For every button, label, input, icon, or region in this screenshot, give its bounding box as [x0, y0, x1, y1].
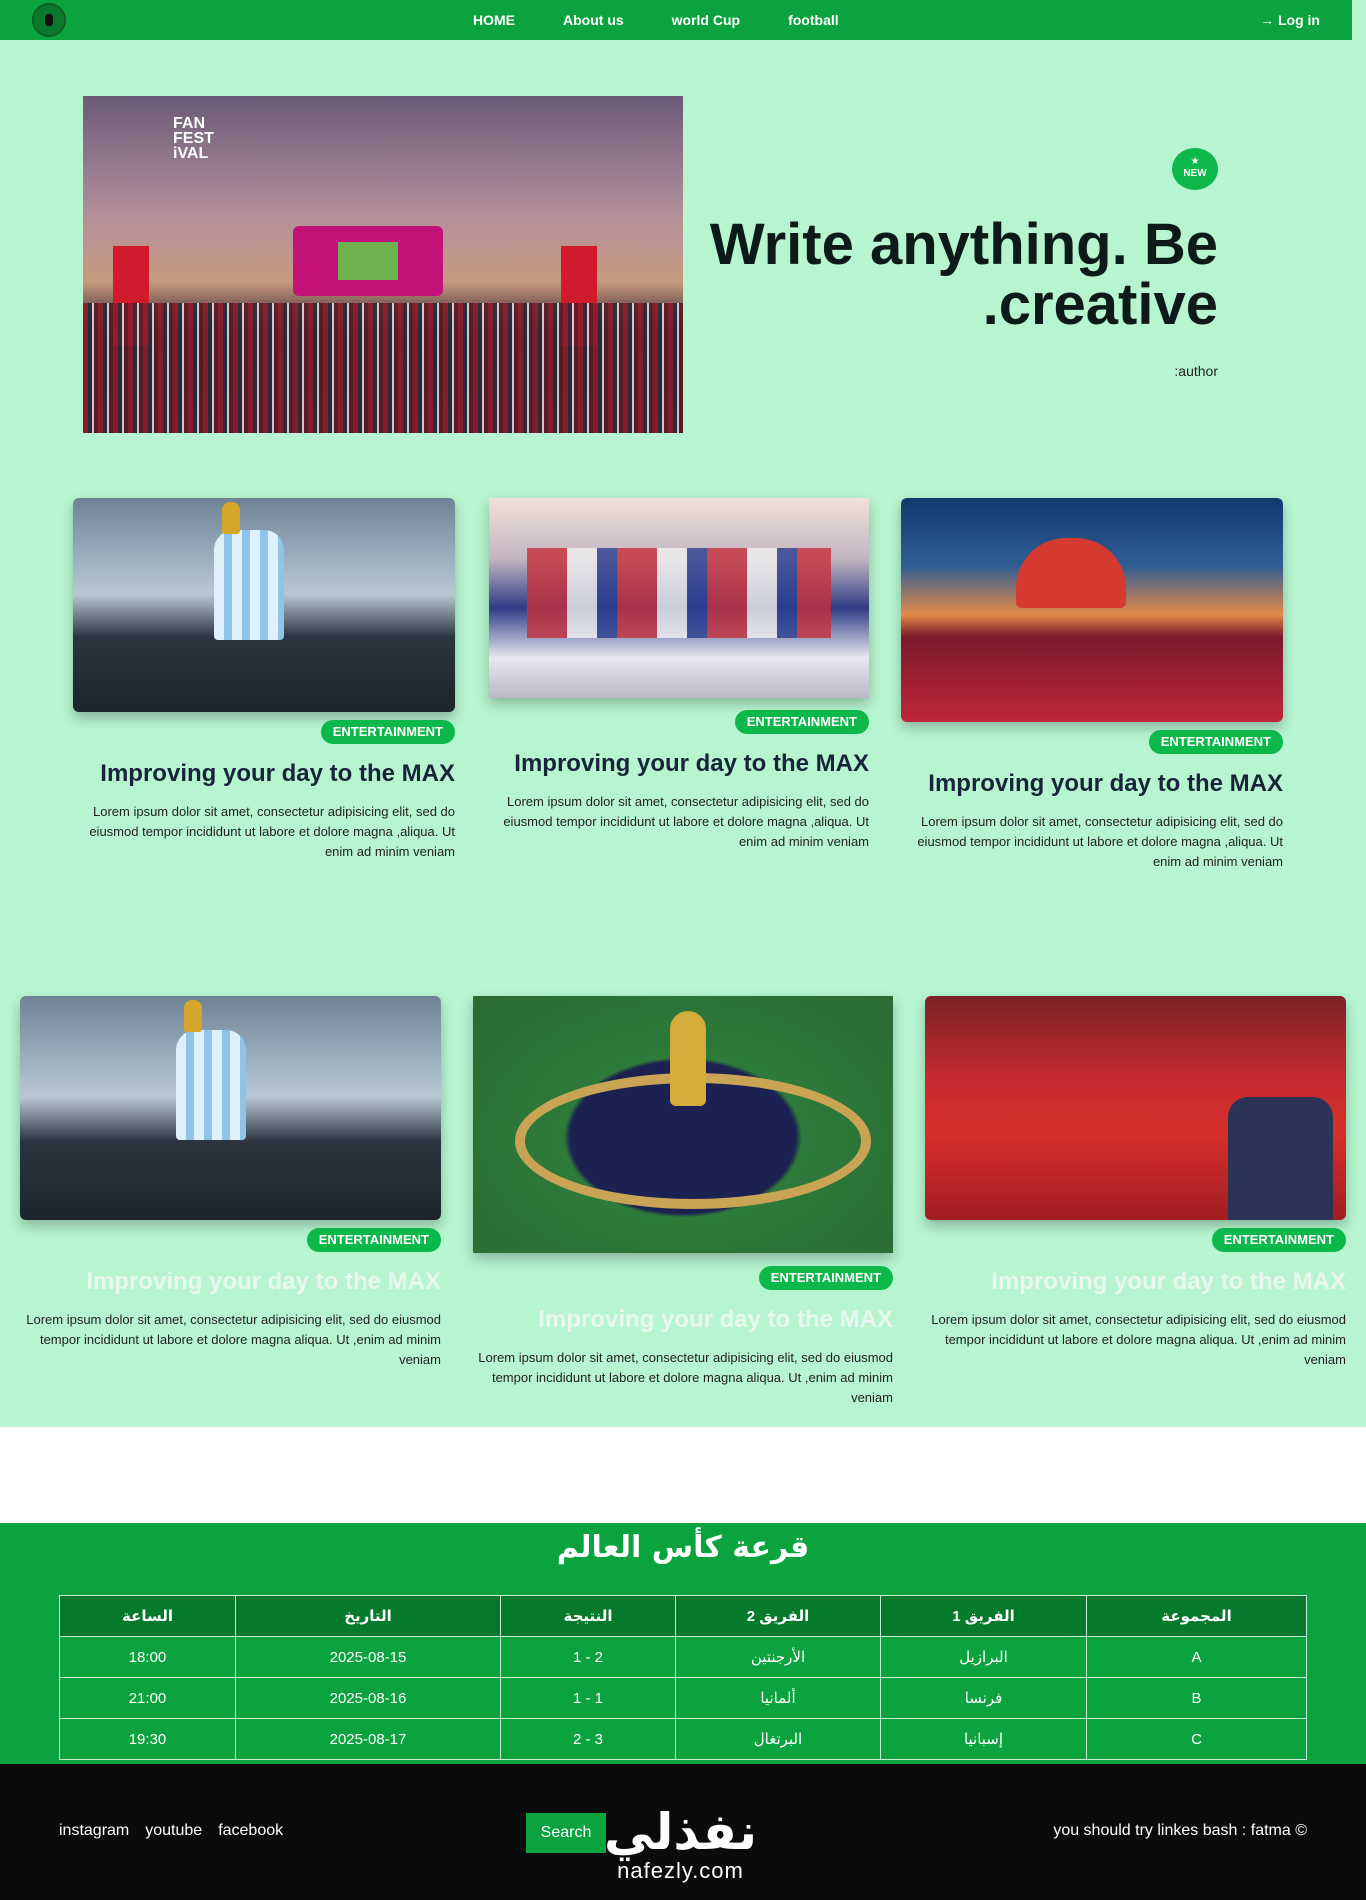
hero-author: :author — [1174, 363, 1218, 379]
card-image-messi[interactable] — [20, 996, 441, 1220]
search-button[interactable]: Search — [526, 1813, 606, 1853]
category-badge[interactable]: ENTERTAINMENT — [321, 720, 455, 744]
cell-group: C — [1087, 1719, 1307, 1760]
card-title[interactable]: Improving your day to the MAX — [86, 1268, 441, 1295]
hero-crowd — [83, 303, 683, 433]
card-image-fan-zone[interactable] — [901, 498, 1283, 722]
cell-team2: ألمانيا — [676, 1678, 881, 1719]
watermark — [604, 1803, 758, 1884]
category-badge[interactable]: ENTERTAINMENT — [307, 1228, 441, 1252]
category-badge[interactable]: ENTERTAINMENT — [759, 1266, 893, 1290]
draw-table — [59, 1595, 1307, 1760]
cell-time: 18:00 — [60, 1637, 236, 1678]
login-link[interactable]: → Log in — [1260, 12, 1320, 28]
card-title[interactable]: Improving your day to the MAX — [538, 1306, 893, 1333]
hero-title: Write anything. Be .creative — [709, 212, 1218, 337]
card-text: Lorem ipsum dolor sit amet, consectetur adipisicing elit, sed do eiusmod tempor incididunt ut labore et dolore magna ,aliqua. Ut enim ad minim veniam — [89, 804, 455, 859]
category-badge[interactable]: ENTERTAINMENT — [1149, 730, 1283, 754]
col-time: الساعة — [60, 1596, 236, 1637]
youtube-link[interactable]: youtube — [145, 1822, 203, 1839]
cell-team2: الأرجنتين — [676, 1637, 881, 1678]
fan-festival-logo: FAN FEST iVAL — [173, 115, 214, 162]
facebook-link[interactable]: facebook — [218, 1822, 284, 1839]
card-image-messi[interactable] — [73, 498, 455, 712]
nav-football[interactable]: football — [788, 12, 839, 28]
card-text: Lorem ipsum dolor sit amet, consectetur adipisicing elit, sed do eiusmod tempor incididunt ut labore et dolore magna aliqua. Ut ,enim ad minim veniam — [931, 1312, 1346, 1367]
cell-date: 2025-08-17 — [236, 1719, 501, 1760]
hero-big-screen — [293, 226, 443, 296]
card-title[interactable]: Improving your day to the MAX — [928, 770, 1283, 797]
cell-result: 1 - 1 — [501, 1678, 676, 1719]
new-badge — [1172, 148, 1218, 190]
card-text: Lorem ipsum dolor sit amet, consectetur adipisicing elit, sed do eiusmod tempor incididunt ut labore et dolore magna aliqua. Ut ,enim ad minim veniam — [26, 1312, 441, 1367]
cell-time: 19:30 — [60, 1719, 236, 1760]
nav-home[interactable]: HOME — [473, 12, 515, 28]
watermark-arabic: نفذلي — [604, 1803, 758, 1861]
site-logo[interactable] — [32, 3, 66, 37]
table-row — [60, 1719, 1307, 1760]
cell-team1: إسبانيا — [881, 1719, 1087, 1760]
nav-about[interactable]: About us — [563, 12, 624, 28]
draw-title: قرعة كأس العالم — [556, 1530, 810, 1565]
world-cup-draw-section — [0, 1523, 1366, 1764]
table-row — [60, 1678, 1307, 1719]
watermark-latin: nafezly.com — [617, 1858, 744, 1883]
nav-links — [473, 0, 887, 40]
cell-date: 2025-08-16 — [236, 1678, 501, 1719]
cell-team2: البرتغال — [676, 1719, 881, 1760]
col-group: المجموعة — [1087, 1596, 1307, 1637]
cell-group: B — [1087, 1678, 1307, 1719]
cell-result: 2 - 1 — [501, 1637, 676, 1678]
copyright-text: you should try linkes bash : fatma © — [1053, 1822, 1307, 1839]
card-title[interactable]: Improving your day to the MAX — [100, 760, 455, 787]
card-text: Lorem ipsum dolor sit amet, consectetur adipisicing elit, sed do eiusmod tempor incididunt ut labore et dolore magna ,aliqua. Ut enim ad minim veniam — [503, 794, 869, 849]
card-text: Lorem ipsum dolor sit amet, consectetur adipisicing elit, sed do eiusmod tempor incididunt ut labore et dolore magna aliqua. Ut ,enim ad minim veniam — [478, 1350, 893, 1405]
social-links — [59, 1822, 283, 1840]
col-team2: الفريق 2 — [676, 1596, 881, 1637]
cell-group: A — [1087, 1637, 1307, 1678]
col-team1: الفريق 1 — [881, 1596, 1087, 1637]
star-icon: ★ — [1190, 156, 1200, 167]
top-navbar — [0, 0, 1352, 40]
new-badge-label: NEW — [1183, 168, 1207, 179]
card-title[interactable]: Improving your day to the MAX — [514, 750, 869, 777]
cell-team1: فرنسا — [881, 1678, 1087, 1719]
spacer — [0, 1427, 1366, 1523]
category-badge[interactable]: ENTERTAINMENT — [1212, 1228, 1346, 1252]
col-result: النتيجة — [501, 1596, 676, 1637]
table-header-row — [60, 1596, 1307, 1637]
card-image-japan-fans[interactable] — [489, 498, 869, 698]
card-text: Lorem ipsum dolor sit amet, consectetur adipisicing elit, sed do eiusmod tempor incididunt ut labore et dolore magna ,aliqua. Ut enim ad minim veniam — [917, 814, 1283, 869]
cell-time: 21:00 — [60, 1678, 236, 1719]
instagram-link[interactable]: instagram — [59, 1822, 130, 1839]
cell-result: 3 - 2 — [501, 1719, 676, 1760]
card-title[interactable]: Improving your day to the MAX — [991, 1268, 1346, 1295]
cell-team1: البرازيل — [881, 1637, 1087, 1678]
cell-date: 2025-08-15 — [236, 1637, 501, 1678]
category-badge[interactable]: ENTERTAINMENT — [735, 710, 869, 734]
col-date: التاريخ — [236, 1596, 501, 1637]
card-image-trophy[interactable] — [473, 996, 893, 1253]
nav-world-cup[interactable]: world Cup — [671, 12, 741, 28]
hero-image — [83, 96, 683, 433]
card-image-egypt-team[interactable] — [925, 996, 1346, 1220]
table-row — [60, 1637, 1307, 1678]
